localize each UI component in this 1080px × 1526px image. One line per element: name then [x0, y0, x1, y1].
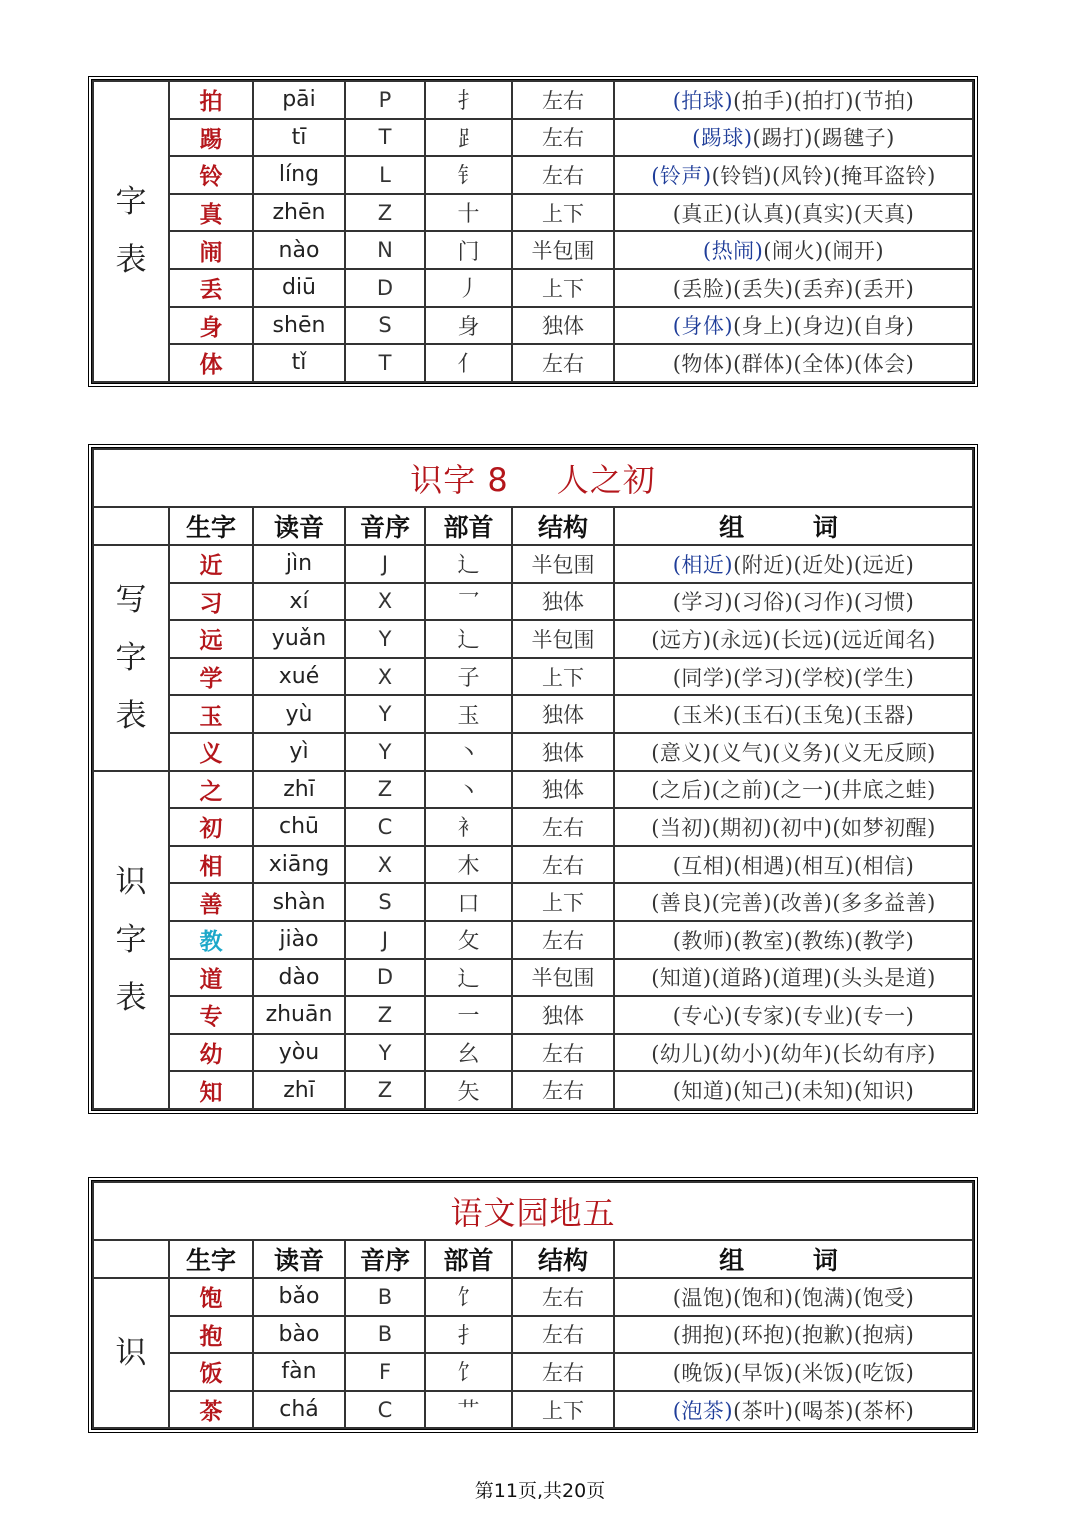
- structure-cell: 左右: [512, 808, 614, 846]
- structure-cell: 左右: [512, 81, 614, 119]
- radical-cell: 矢: [425, 1071, 512, 1109]
- row-group-label: [93, 771, 169, 1109]
- pinyin-cell: nào: [253, 231, 345, 269]
- table-row: [93, 620, 973, 658]
- table-title: [93, 449, 973, 507]
- radical-cell: 一: [425, 996, 512, 1034]
- table-row: [93, 846, 973, 884]
- pinyin-cell: xué: [253, 658, 345, 696]
- word-list: (意义)(义气)(义务)(义无反顾): [651, 740, 936, 765]
- table-yuwen-yuandi: [88, 1177, 978, 1433]
- highlighted-word: (热闹): [702, 239, 764, 264]
- words-cell: [614, 695, 973, 733]
- character-cell: 幼: [169, 1034, 253, 1072]
- structure-cell: 左右: [512, 1353, 614, 1391]
- row-group-label: [93, 1278, 169, 1428]
- structure-cell: 上下: [512, 658, 614, 696]
- character-cell: 真: [169, 194, 253, 232]
- highlighted-word: (身体): [672, 314, 734, 339]
- group-label-char: 字: [115, 921, 147, 958]
- header-words: 组 词: [614, 1240, 973, 1278]
- order-cell: S: [345, 883, 425, 921]
- structure-cell: 左右: [512, 1316, 614, 1354]
- header-order: 音序: [345, 507, 425, 545]
- structure-cell: 独体: [512, 583, 614, 621]
- radical-cell: 亻: [425, 344, 512, 382]
- structure-cell: 左右: [512, 344, 614, 382]
- character-cell: 之: [169, 771, 253, 809]
- table-row: [93, 194, 973, 232]
- words-cell: [614, 81, 973, 119]
- structure-cell: 独体: [512, 695, 614, 733]
- order-cell: B: [345, 1278, 425, 1316]
- character-cell: 铃: [169, 156, 253, 194]
- word-list: (专心)(专家)(专业)(专一): [672, 1003, 915, 1028]
- order-cell: X: [345, 583, 425, 621]
- pinyin-cell: shēn: [253, 307, 345, 345]
- table-row: [93, 1034, 973, 1072]
- pinyin-cell: chū: [253, 808, 345, 846]
- words-cell: [614, 583, 973, 621]
- word-list: (知道)(道路)(道理)(头头是道): [651, 966, 936, 991]
- table-row: [93, 808, 973, 846]
- pinyin-cell: yì: [253, 733, 345, 771]
- word-list: (远方)(永远)(长远)(远近闻名): [651, 627, 936, 652]
- word-list: (铃铛)(风铃)(掩耳盗铃): [711, 163, 936, 188]
- radical-cell: 衤: [425, 808, 512, 846]
- structure-cell: 半包围: [512, 231, 614, 269]
- order-cell: J: [345, 921, 425, 959]
- table-row: [93, 156, 973, 194]
- table-row: [93, 1278, 973, 1316]
- word-list: (丢脸)(丢失)(丢弃)(丢开): [672, 276, 915, 301]
- order-cell: T: [345, 344, 425, 382]
- table-row: [93, 307, 973, 345]
- radical-cell: 辶: [425, 545, 512, 583]
- header-char: 生字: [169, 507, 253, 545]
- word-list: (幼儿)(幼小)(幼年)(长幼有序): [651, 1041, 936, 1066]
- pinyin-cell: shàn: [253, 883, 345, 921]
- section-name: 语文园地五: [450, 1194, 616, 1232]
- highlighted-word: (铃声): [651, 163, 712, 188]
- header-structure: 结构: [512, 1240, 614, 1278]
- radical-cell: 钅: [425, 156, 512, 194]
- words-cell: [614, 808, 973, 846]
- header-radical: 部首: [425, 507, 512, 545]
- words-cell: [614, 156, 973, 194]
- header-row: [93, 1240, 973, 1278]
- header-radical: 部首: [425, 1240, 512, 1278]
- words-cell: [614, 1316, 973, 1354]
- character-cell: 饱: [169, 1278, 253, 1316]
- character-cell: 茶: [169, 1391, 253, 1429]
- words-cell: [614, 1034, 973, 1072]
- word-list: (之后)(之前)(之一)(井底之蛙): [651, 778, 936, 803]
- word-list: (附近)(近处)(远近): [733, 552, 915, 577]
- structure-cell: 左右: [512, 1071, 614, 1109]
- word-list: (当初)(期初)(初中)(如梦初醒): [651, 815, 936, 840]
- structure-cell: 上下: [512, 269, 614, 307]
- character-cell: 道: [169, 959, 253, 997]
- radical-cell: 扌: [425, 1316, 512, 1354]
- structure-cell: 上下: [512, 1391, 614, 1429]
- table-row: [93, 583, 973, 621]
- order-cell: C: [345, 1391, 425, 1429]
- table-row: [93, 996, 973, 1034]
- word-list: (拥抱)(环抱)(抱歉)(抱病): [672, 1323, 915, 1348]
- structure-cell: 上下: [512, 883, 614, 921]
- word-list: (互相)(相遇)(相互)(相信): [672, 853, 915, 878]
- words-cell: [614, 119, 973, 157]
- table-row: [93, 959, 973, 997]
- words-cell: [614, 883, 973, 921]
- pinyin-cell: tǐ: [253, 344, 345, 382]
- character-cell: 专: [169, 996, 253, 1034]
- character-cell: 知: [169, 1071, 253, 1109]
- radical-cell: 子: [425, 658, 512, 696]
- structure-cell: 左右: [512, 846, 614, 884]
- order-cell: S: [345, 307, 425, 345]
- pinyin-cell: jìn: [253, 545, 345, 583]
- order-cell: X: [345, 658, 425, 696]
- order-cell: D: [345, 959, 425, 997]
- radical-cell: 玉: [425, 695, 512, 733]
- radical-cell: 幺: [425, 1034, 512, 1072]
- highlighted-word: (相近): [672, 552, 734, 577]
- order-cell: D: [345, 269, 425, 307]
- header-words: 组 词: [614, 507, 973, 545]
- words-cell: [614, 996, 973, 1034]
- word-list: (善良)(完善)(改善)(多多益善): [651, 891, 936, 916]
- word-list: (玉米)(玉石)(玉兔)(玉器): [672, 703, 915, 728]
- table-lesson-8: [88, 444, 978, 1114]
- lesson-name: 人之初: [556, 461, 656, 499]
- header-pinyin: 读音: [253, 1240, 345, 1278]
- words-cell: [614, 921, 973, 959]
- words-cell: [614, 1391, 973, 1429]
- pinyin-cell: zhī: [253, 1071, 345, 1109]
- table-row: [93, 1391, 973, 1429]
- order-cell: T: [345, 119, 425, 157]
- pinyin-cell: fàn: [253, 1353, 345, 1391]
- character-cell: 玉: [169, 695, 253, 733]
- character-cell: 闹: [169, 231, 253, 269]
- order-cell: Y: [345, 733, 425, 771]
- radical-cell: 丶: [425, 771, 512, 809]
- words-cell: [614, 771, 973, 809]
- words-cell: [614, 1353, 973, 1391]
- structure-cell: 左右: [512, 1278, 614, 1316]
- words-cell: [614, 1071, 973, 1109]
- table-title: [93, 1182, 973, 1240]
- word-list: (教师)(教室)(教练)(教学): [672, 928, 915, 953]
- word-list: (茶叶)(喝茶)(茶杯): [733, 1398, 915, 1423]
- order-cell: P: [345, 81, 425, 119]
- word-list: (温饱)(饱和)(饱满)(饱受): [672, 1285, 915, 1310]
- pinyin-cell: chá: [253, 1391, 345, 1429]
- words-cell: [614, 733, 973, 771]
- table-row: [93, 344, 973, 382]
- words-cell: [614, 344, 973, 382]
- table-row: [93, 733, 973, 771]
- table-row: [93, 695, 973, 733]
- row-group-label: [93, 81, 169, 382]
- radical-cell: 攵: [425, 921, 512, 959]
- radical-cell: 饣: [425, 1353, 512, 1391]
- radical-cell: 十: [425, 194, 512, 232]
- group-label-char: 识: [115, 1335, 147, 1372]
- radical-cell: 口: [425, 883, 512, 921]
- table-row: [93, 883, 973, 921]
- pinyin-cell: tī: [253, 119, 345, 157]
- order-cell: Z: [345, 194, 425, 232]
- header-blank: [93, 1240, 169, 1278]
- radical-cell: 门: [425, 231, 512, 269]
- pinyin-cell: bǎo: [253, 1278, 345, 1316]
- radical-cell: ⻊: [425, 119, 512, 157]
- words-cell: [614, 194, 973, 232]
- lesson-number: 识字 8: [410, 461, 509, 499]
- order-cell: F: [345, 1353, 425, 1391]
- character-cell: 踢: [169, 119, 253, 157]
- table-row: [93, 1316, 973, 1354]
- word-list: (同学)(学习)(学校)(学生): [672, 665, 915, 690]
- radical-cell: 饣: [425, 1278, 512, 1316]
- pinyin-cell: yuǎn: [253, 620, 345, 658]
- table-row: [93, 231, 973, 269]
- order-cell: J: [345, 545, 425, 583]
- word-list: (踢打)(踢毽子): [752, 126, 895, 151]
- highlighted-word: (踢球): [692, 126, 753, 151]
- radical-cell: 辶: [425, 959, 512, 997]
- highlighted-word: (拍球): [672, 88, 734, 113]
- table-continued: [88, 76, 978, 387]
- word-list: (知道)(知己)(未知)(知识): [672, 1079, 915, 1104]
- order-cell: Y: [345, 695, 425, 733]
- radical-cell: 扌: [425, 81, 512, 119]
- header-blank: [93, 507, 169, 545]
- table-row: [93, 921, 973, 959]
- header-order: 音序: [345, 1240, 425, 1278]
- order-cell: C: [345, 808, 425, 846]
- structure-cell: 半包围: [512, 545, 614, 583]
- group-label-char: 表: [115, 242, 147, 279]
- words-cell: [614, 1278, 973, 1316]
- character-cell: 义: [169, 733, 253, 771]
- header-row: [93, 507, 973, 545]
- character-cell: 初: [169, 808, 253, 846]
- structure-cell: 独体: [512, 771, 614, 809]
- words-cell: [614, 231, 973, 269]
- words-cell: [614, 545, 973, 583]
- structure-cell: 左右: [512, 119, 614, 157]
- structure-cell: 上下: [512, 194, 614, 232]
- order-cell: Y: [345, 620, 425, 658]
- pinyin-cell: yòu: [253, 1034, 345, 1072]
- word-list: (物体)(群体)(全体)(体会): [672, 351, 915, 376]
- order-cell: Z: [345, 996, 425, 1034]
- character-cell: 抱: [169, 1316, 253, 1354]
- group-label-char: 写: [115, 581, 147, 618]
- header-pinyin: 读音: [253, 507, 345, 545]
- character-cell: 饭: [169, 1353, 253, 1391]
- words-cell: [614, 658, 973, 696]
- word-list: (真正)(认真)(真实)(天真): [672, 201, 915, 226]
- words-cell: [614, 959, 973, 997]
- radical-cell: 辶: [425, 620, 512, 658]
- words-cell: [614, 846, 973, 884]
- words-cell: [614, 307, 973, 345]
- table-row: [93, 1071, 973, 1109]
- order-cell: Y: [345, 1034, 425, 1072]
- pinyin-cell: pāi: [253, 81, 345, 119]
- table-row: [93, 658, 973, 696]
- page-number: 第11页,共20页: [474, 1480, 606, 1502]
- words-cell: [614, 269, 973, 307]
- structure-cell: 左右: [512, 921, 614, 959]
- word-list: (闹火)(闹开): [763, 239, 885, 264]
- words-cell: [614, 620, 973, 658]
- table-row: [93, 1353, 973, 1391]
- character-cell: 学: [169, 658, 253, 696]
- table-row: [93, 545, 973, 583]
- structure-cell: 左右: [512, 1034, 614, 1072]
- word-list: (学习)(习俗)(习作)(习惯): [672, 590, 915, 615]
- character-cell: 教: [169, 921, 253, 959]
- order-cell: X: [345, 846, 425, 884]
- radical-cell: 乛: [425, 583, 512, 621]
- radical-cell: 艹: [425, 1391, 512, 1429]
- pinyin-cell: zhēn: [253, 194, 345, 232]
- group-label-char: 识: [115, 863, 147, 900]
- radical-cell: 丶: [425, 733, 512, 771]
- character-cell: 身: [169, 307, 253, 345]
- pinyin-cell: bào: [253, 1316, 345, 1354]
- pinyin-cell: xiāng: [253, 846, 345, 884]
- table-row: [93, 771, 973, 809]
- pinyin-cell: yù: [253, 695, 345, 733]
- pinyin-cell: dào: [253, 959, 345, 997]
- pinyin-cell: zhuān: [253, 996, 345, 1034]
- radical-cell: 木: [425, 846, 512, 884]
- structure-cell: 左右: [512, 156, 614, 194]
- group-label-char: 表: [115, 979, 147, 1016]
- radical-cell: 丿: [425, 269, 512, 307]
- pinyin-cell: xí: [253, 583, 345, 621]
- row-group-label: [93, 545, 169, 771]
- highlighted-word: (泡茶): [672, 1398, 734, 1423]
- table-row: [93, 269, 973, 307]
- character-cell: 拍: [169, 81, 253, 119]
- character-cell: 相: [169, 846, 253, 884]
- structure-cell: 独体: [512, 733, 614, 771]
- pinyin-cell: zhī: [253, 771, 345, 809]
- radical-cell: 身: [425, 307, 512, 345]
- character-cell: 善: [169, 883, 253, 921]
- character-cell: 体: [169, 344, 253, 382]
- pinyin-cell: líng: [253, 156, 345, 194]
- order-cell: Z: [345, 771, 425, 809]
- pinyin-cell: diū: [253, 269, 345, 307]
- structure-cell: 独体: [512, 307, 614, 345]
- order-cell: B: [345, 1316, 425, 1354]
- structure-cell: 独体: [512, 996, 614, 1034]
- order-cell: Z: [345, 1071, 425, 1109]
- header-structure: 结构: [512, 507, 614, 545]
- word-list: (身上)(身边)(自身): [733, 314, 915, 339]
- table-row: [93, 119, 973, 157]
- structure-cell: 半包围: [512, 620, 614, 658]
- word-list: (晚饭)(早饭)(米饭)(吃饭): [672, 1360, 915, 1385]
- group-label-char: 字: [115, 184, 147, 221]
- pinyin-cell: jiào: [253, 921, 345, 959]
- character-cell: 丢: [169, 269, 253, 307]
- header-char: 生字: [169, 1240, 253, 1278]
- character-cell: 远: [169, 620, 253, 658]
- order-cell: L: [345, 156, 425, 194]
- table-row: [93, 81, 973, 119]
- order-cell: N: [345, 231, 425, 269]
- character-cell: 近: [169, 545, 253, 583]
- structure-cell: 半包围: [512, 959, 614, 997]
- group-label-char: 字: [115, 639, 147, 676]
- group-label-char: 表: [115, 697, 147, 734]
- character-cell: 习: [169, 583, 253, 621]
- word-list: (拍手)(拍打)(节拍): [733, 88, 915, 113]
